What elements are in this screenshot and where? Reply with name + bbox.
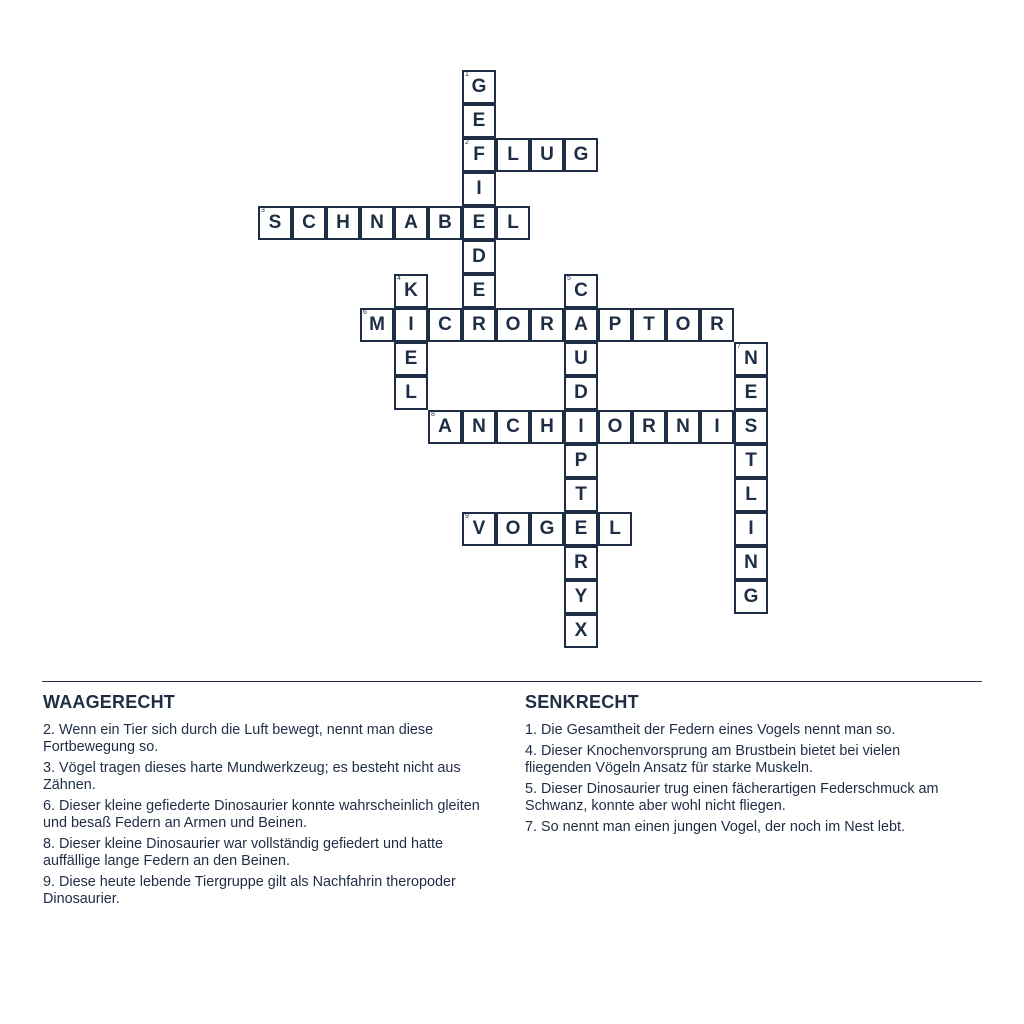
grid-cell[interactable] [462,206,496,240]
across-clue: 9. Diese heute lebende Tiergruppe gilt als Nachfahrin theropoder Dinosaurier. [43,874,456,907]
cell-letter: P [608,314,622,335]
cell-letter: D [472,246,486,267]
grid-cell[interactable] [666,308,700,342]
grid-cell[interactable] [530,138,564,172]
cell-letter: A [574,314,588,335]
grid-cell[interactable] [462,240,496,274]
cell-letter: I [714,416,720,437]
cell-letter: A [438,416,452,437]
cell-letter: I [476,178,482,199]
grid-cell[interactable] [462,172,496,206]
grid-cell[interactable] [564,512,598,546]
grid-cell[interactable] [394,308,428,342]
cell-letter: I [578,416,584,437]
cell-letter: H [336,212,350,233]
grid-cell[interactable] [734,342,768,376]
cell-letter: R [540,314,554,335]
cell-letter: N [472,416,486,437]
down-heading: SENKRECHT [525,692,639,712]
cell-letter: N [370,212,384,233]
grid-cell[interactable] [700,410,734,444]
grid-cell[interactable] [700,308,734,342]
cell-letter: C [506,416,520,437]
cell-letter: C [302,212,316,233]
grid-cell[interactable] [564,138,598,172]
grid-cell[interactable] [496,138,530,172]
cell-letter: O [505,518,521,539]
cell-letter: N [676,416,690,437]
cell-letter: N [744,348,758,369]
cell-letter: G [743,586,759,607]
grid-cell[interactable] [462,274,496,308]
cell-letter: P [574,450,588,471]
across-clue: 8. Dieser kleine Dinosaurier war vollständig gefiedert und hatte auffällige lange Federn an den Beinen. [43,836,443,869]
cell-letter: I [408,314,414,335]
grid-cell[interactable] [598,308,632,342]
grid-cell[interactable] [496,410,530,444]
divider [42,681,982,682]
across-clue: 2. Wenn ein Tier sich durch die Luft bewegt, nennt man diese Fortbewegung so. [43,722,434,755]
cell-letter: O [607,416,623,437]
grid-cell[interactable] [734,410,768,444]
grid-cell[interactable] [564,478,598,512]
cell-letter: I [748,518,754,539]
cell-letter: E [472,280,486,301]
down-clue: 4. Dieser Knochenvorsprung am Brustbein bietet bei vielen fliegenden Vögeln Ansatz für starke Muskeln. [525,743,901,776]
grid-cell[interactable] [360,206,394,240]
cell-letter: C [574,280,588,301]
grid-cell[interactable] [292,206,326,240]
clue-number: 7 [737,343,741,350]
cell-letter: R [574,552,588,573]
cell-letter: O [675,314,691,335]
grid-cell[interactable] [326,206,360,240]
cell-letter: D [574,382,588,403]
grid-cell[interactable] [394,274,428,308]
cell-letter: L [609,518,621,539]
grid-cell[interactable] [462,70,496,104]
cell-letter: C [438,314,452,335]
cell-letter: O [505,314,521,335]
cell-letter: S [268,212,282,233]
grid-cell[interactable] [564,444,598,478]
cell-letter: X [574,620,588,641]
grid-cell[interactable] [462,512,496,546]
grid-cell[interactable] [564,342,598,376]
clue-number: 8 [431,411,435,418]
clue-number: 5 [567,275,571,282]
grid-cell[interactable] [564,546,598,580]
cell-letter: Y [574,586,588,607]
grid-cell[interactable] [462,410,496,444]
grid-cell[interactable] [496,512,530,546]
across-clue: 6. Dieser kleine gefiederte Dinosaurier konnte wahrscheinlich gleiten und besaß Federn an Armen und Beinen. [43,798,480,831]
grid-cell[interactable] [564,274,598,308]
cell-letter: G [471,76,487,97]
grid-cell[interactable] [734,444,768,478]
down-clue: 1. Die Gesamtheit der Federn eines Vogels nennt man so. [525,722,896,738]
cell-letter: T [575,484,587,505]
grid-cell[interactable] [462,138,496,172]
grid-cell[interactable] [530,410,564,444]
grid-cell[interactable] [734,512,768,546]
grid-cell[interactable] [564,308,598,342]
grid-cell[interactable] [394,206,428,240]
grid-cell[interactable] [564,580,598,614]
grid-cell[interactable] [462,308,496,342]
cell-letter: R [710,314,724,335]
grid-cell[interactable] [734,376,768,410]
grid-cell[interactable] [564,614,598,648]
cell-letter: R [472,314,486,335]
clue-number: 3 [261,207,265,214]
cell-letter: A [404,212,418,233]
grid-cell[interactable] [394,342,428,376]
grid-cell[interactable] [496,206,530,240]
cell-letter: M [369,314,385,335]
grid-cell[interactable] [530,512,564,546]
clue-number: 6 [363,309,367,316]
clue-number: 4 [397,275,401,282]
grid-cell[interactable] [360,308,394,342]
cell-letter: R [642,416,656,437]
across-heading: WAAGERECHT [43,692,175,712]
cell-letter: E [472,212,486,233]
cell-letter: F [473,144,485,165]
grid-cell[interactable] [564,410,598,444]
grid-cell[interactable] [598,410,632,444]
cell-letter: B [438,212,452,233]
cell-letter: S [744,416,758,437]
grid-cell[interactable] [258,206,292,240]
grid-cell[interactable] [496,308,530,342]
grid-cell[interactable] [734,546,768,580]
clues-across [43,692,483,912]
clue-number: 1 [465,71,469,78]
cell-letter: K [404,280,418,301]
grid-cell[interactable] [564,376,598,410]
clues-down [525,692,965,840]
cell-letter: L [405,382,417,403]
cell-letter: E [472,110,486,131]
clue-number: 2 [465,139,469,146]
cell-letter: U [574,348,588,369]
cell-letter: E [574,518,588,539]
grid-cell[interactable] [428,206,462,240]
grid-cell[interactable] [632,308,666,342]
grid-cell[interactable] [428,308,462,342]
cell-letter: L [745,484,757,505]
grid-cell[interactable] [734,478,768,512]
cell-letter: L [507,144,519,165]
cell-letter: U [540,144,554,165]
cell-letter: N [744,552,758,573]
down-clue: 7. So nennt man einen jungen Vogel, der noch im Nest lebt. [525,819,906,835]
cell-letter: T [643,314,655,335]
cell-letter: G [539,518,555,539]
cell-letter: H [540,416,554,437]
grid-cell[interactable] [530,308,564,342]
grid-cell[interactable] [394,376,428,410]
grid-cell[interactable] [598,512,632,546]
cell-letter: E [744,382,758,403]
grid-cell[interactable] [734,580,768,614]
across-clue: 3. Vögel tragen dieses harte Mundwerkzeug; es besteht nicht aus Zähnen. [43,760,461,793]
cell-letter: E [404,348,418,369]
grid-cell[interactable] [428,410,462,444]
clue-number: 9 [465,513,469,520]
cell-letter: G [573,144,589,165]
grid-cell[interactable] [632,410,666,444]
cell-letter: L [507,212,519,233]
down-clue: 5. Dieser Dinosaurier trug einen fächerartigen Federschmuck am Schwanz, konnte aber wohl nicht fliegen. [525,781,939,814]
grid-cell[interactable] [462,104,496,138]
cell-letter: T [745,450,757,471]
grid-cell[interactable] [666,410,700,444]
cell-letter: V [472,518,486,539]
